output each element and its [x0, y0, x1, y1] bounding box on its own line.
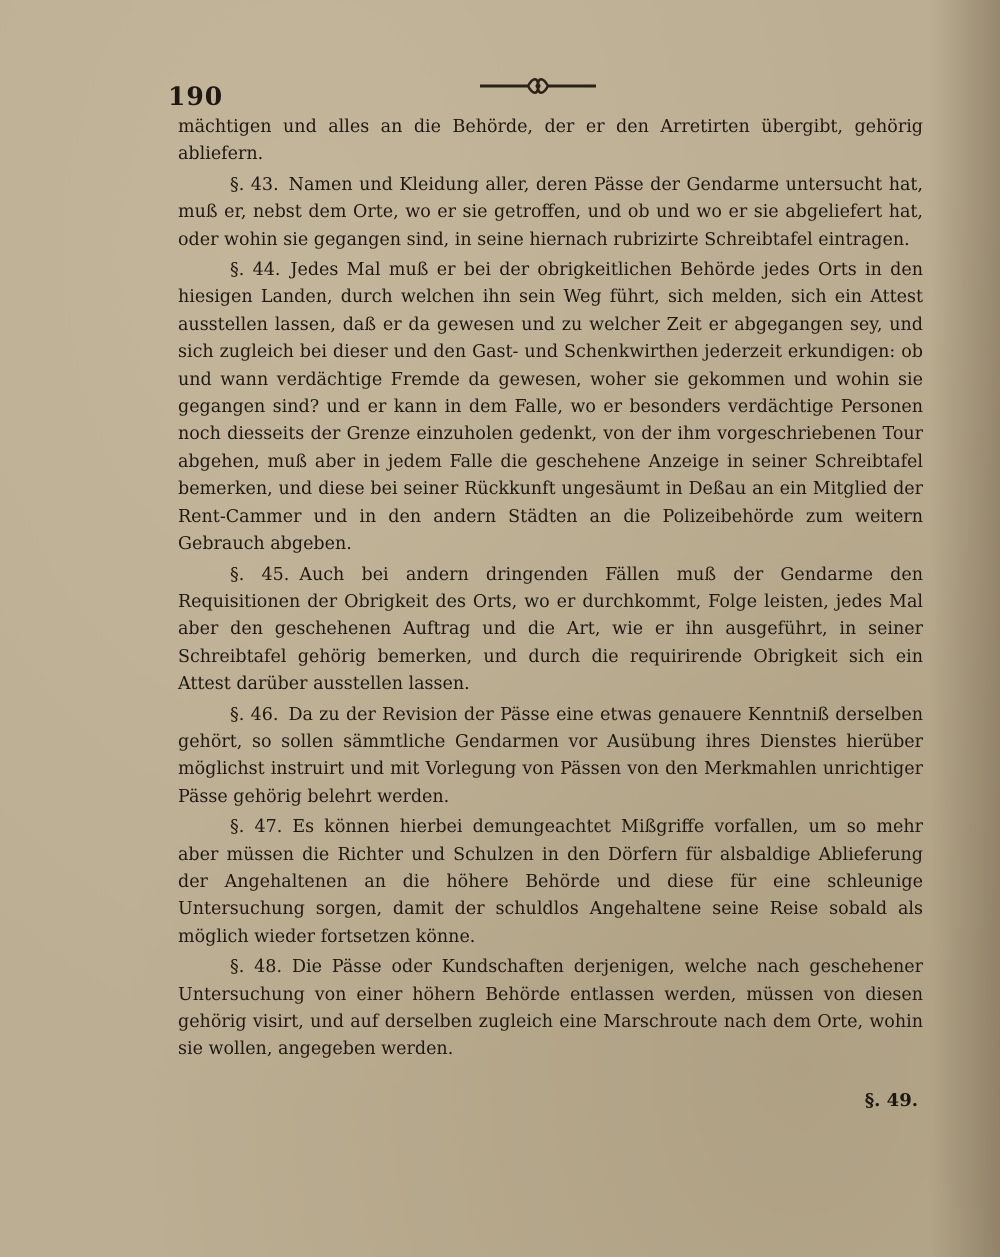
paragraph-section-47	[178, 814, 923, 951]
paragraph-text: Da zu der Revision der Pässe eine etwas genauere Kenntniß derselben gehört, so sollen sämmtliche Gendarmen vor Ausübung ihres Dienstes hierüber möglichst instruirt und mit Vorlegung von Pässen von den Merkmahlen unrichtiger Pässe gehörig belehrt werden.	[178, 704, 923, 807]
paragraph-section-44	[178, 257, 923, 558]
section-number: §. 43.	[230, 174, 279, 195]
paragraph-section-46	[178, 702, 923, 812]
paragraph-text: Namen und Kleidung aller, deren Pässe der Gendarme untersucht hat, muß er, nebst dem Orte, wo er sie getroffen, und ob und wo er sie abgeliefert hat, oder wohin sie gegangen sind, in seine hiernach rubrizirte Schreibtafel eintragen.	[178, 174, 923, 250]
section-number: §. 47.	[230, 817, 283, 838]
paragraph-section-45	[178, 562, 923, 699]
section-number: §. 48.	[230, 957, 283, 978]
section-number: §. 45.	[230, 564, 290, 585]
page-edge-shadow	[930, 0, 1000, 1257]
paragraph-text: Jedes Mal muß er bei der obrigkeitlichen Behörde jedes Orts in den hiesigen Landen, durch welchen ihn sein Weg führt, sich melden, sich ein Attest ausstellen lassen, daß er da gewesen und zu welcher Zeit er abgegangen sey, und sich zugleich bei dieser und den Gast- und Schenkwirthen jederzeit erkundigen: ob und wann verdächtige Fremde da gewesen, woher sie gekommen und wohin sie gegangen sind? und er kann in dem Falle, wo er besonders verdächtige Personen noch diesseits der Grenze einzuholen gedenkt, von der ihm vorgeschriebenen Tour abgehen, muß aber in jedem Falle die geschehene Anzeige in seiner Schreibtafel bemerken, und diese bei seiner Rückkunft ungesäumt in Deßau an ein Mitglied der Rent-Cammer und in den andern Städten an die Polizeibehörde zum weitern Gebrauch abgeben.	[178, 260, 923, 555]
paragraph-section-43	[178, 172, 923, 254]
paragraph-text: Die Pässe oder Kundschaften derjenigen, welche nach geschehener Untersuchung von einer höhern Behörde entlassen werden, müssen von diesen gehörig visirt, und auf derselben zugleich eine Marschroute nach dem Orte, wohin sie wollen, angegeben werden.	[178, 957, 923, 1060]
header-ornament	[478, 74, 598, 98]
paragraph-section-48	[178, 954, 923, 1064]
section-number: §. 46.	[230, 704, 279, 725]
catchword: §. 49.	[864, 1090, 918, 1111]
paragraph-text: Auch bei andern dringenden Fällen muß der Gendarme den Requisitionen der Obrigkeit des Orts, wo er durchkommt, Folge leisten, jedes Mal aber den geschehenen Auftrag und die Art, wie er ihn ausgeführt, in seiner Schreibtafel gehörig bemerken, und durch die requirirende Obrigkeit sich ein Attest darüber ausstellen lassen.	[178, 564, 923, 695]
paragraph-text: Es können hierbei demungeachtet Mißgriffe vorfallen, um so mehr aber müssen die Richter und Schulzen in den Dörfern für alsbaldige Ablieferung der Angehaltenen an die höhere Behörde und diese für eine schleunige Untersuchung sorgen, damit der schuldlos Angehaltene seine Reise sobald als möglich wieder fortsetzen könne.	[178, 817, 923, 947]
paragraph-continuation	[178, 114, 923, 169]
section-number: §. 44.	[230, 260, 281, 281]
page-number: 190	[168, 82, 224, 111]
paragraph-text: mächtigen und alles an die Behörde, der er den Arretirten übergibt, gehörig abliefern.	[178, 117, 923, 165]
body-text	[178, 114, 923, 1067]
